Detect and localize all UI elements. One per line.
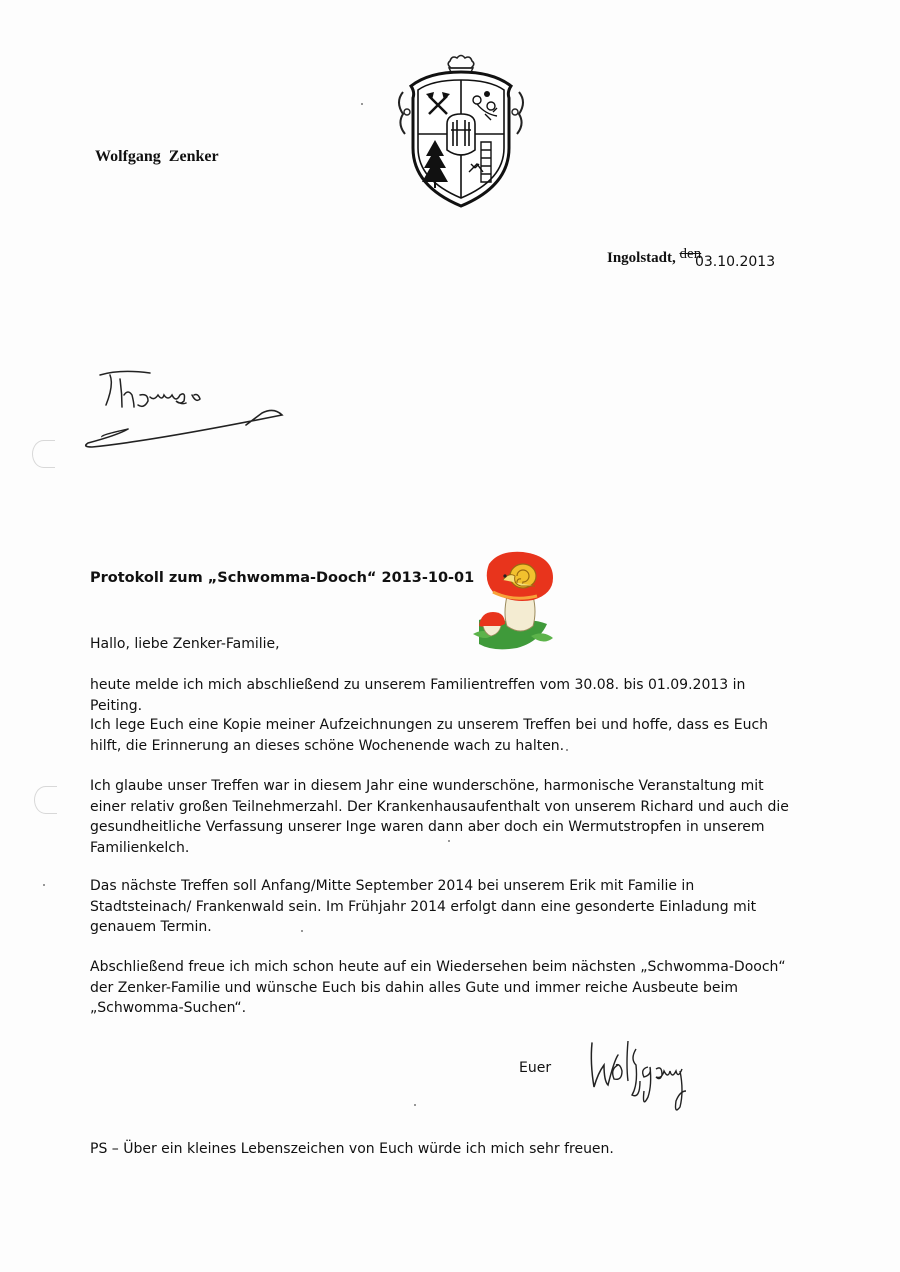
paragraph-3: [90, 776, 790, 858]
paragraph-text: heute melde ich mich abschließend zu unserem Familientreffen vom 30.08. bis 01.09.2013 in Peiting.: [90, 677, 746, 714]
paragraph-text: Ich glaube unser Treffen war in diesem Jahr eine wunderschöne, harmonische Veranstaltung mit einer relativ großen Teilnehmerzahl. Der Krankenhausaufenthalt von unserem Richard und auch die gesundheitliche Verfassung unserer Inge waren dann aber doch ein Wermutstropfen in unserem Familienkelch.: [90, 778, 789, 856]
paragraph-2: [90, 715, 790, 756]
recipient-signature: [80, 365, 290, 465]
scan-speck: [448, 840, 450, 842]
coat-of-arms-icon: [393, 52, 529, 210]
scan-speck: [43, 884, 45, 886]
greeting: Hallo, liebe Zenker-Familie,: [90, 636, 280, 652]
paragraph-4: [90, 876, 790, 938]
paragraph-1: [90, 675, 790, 716]
date-prefix: den: [679, 246, 702, 262]
paragraph-text: Ich lege Euch eine Kopie meiner Aufzeichnungen zu unserem Treffen bei und hoffe, dass es Euch hilft, die Erinnerung an dieses schöne Wochenende wach zu halten.: [90, 717, 769, 754]
author-signature: [582, 1035, 697, 1120]
place: Ingolstadt,: [607, 250, 676, 266]
date: 03.10.2013: [694, 254, 776, 270]
scan-speck: [566, 749, 568, 751]
paragraph-5: [90, 957, 790, 1019]
scan-speck: [301, 930, 303, 932]
scan-speck: [361, 103, 363, 105]
place-and-date: [607, 246, 785, 270]
subject-line: Protokoll zum „Schwomma-Dooch“ 2013-10-01: [90, 570, 475, 586]
punch-hole-mark: [34, 786, 57, 814]
scan-speck: [414, 1104, 416, 1106]
postscript: PS – Über ein kleines Lebenszeichen von Euch würde ich mich sehr freuen.: [90, 1141, 614, 1157]
paragraph-text: Das nächste Treffen soll Anfang/Mitte September 2014 bei unserem Erik mit Familie in Stadtsteinach/ Frankenwald sein. Im Frühjahr 2014 erfolgt dann eine gesonderte Einladung mit genauem Termin.: [90, 878, 757, 935]
paragraph-text: Abschließend freue ich mich schon heute auf ein Wiedersehen beim nächsten „Schwomma-Dooch“ der Zenker-Familie und wünsche Euch bis dahin alles Gute und immer reiche Ausbeute beim „Schwomma-Suchen“.: [90, 959, 786, 1016]
punch-hole-mark: [32, 440, 55, 468]
sender-name: Wolfgang Zenker: [95, 148, 219, 165]
closing: Euer: [519, 1060, 552, 1076]
